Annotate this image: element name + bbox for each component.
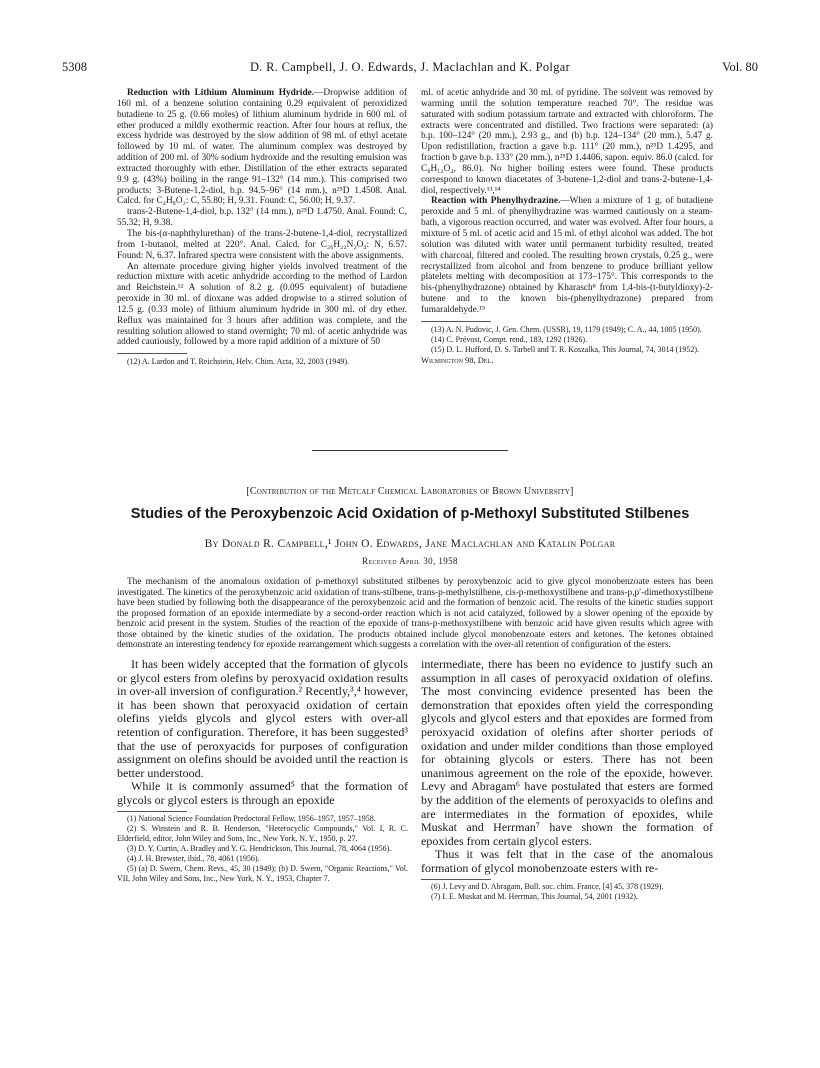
footnote: (1) National Science Foundation Predoctoral Fellow, 1956–1957, 1957–1958.	[127, 813, 376, 823]
footnotes	[117, 357, 407, 367]
footnote: (12) A. Lardon and T. Reichstein, Helv. Chim. Acta, 32, 2003 (1949).	[127, 357, 350, 367]
footnotes	[117, 814, 408, 884]
paragraph: —Dropwise addition of 160 ml. of a benzene solution containing 0.29 equivalent of peroxidized butadiene to 25 g. (0.66 moles) of lithium aluminum hydride in 600 ml. of ether produced a mildly exothermic reaction. After four hours at reflux, the excess hydride was destroyed by the slow addition of 98 ml. of ethyl acetate followed by 10 ml. of water. The aluminum complex was destroyed by addition of 200 ml. of 30% sodium hydroxide and the resulting emulsion was extracted thoroughly with ether. Distillation of the ether extracts separated 9.9 g. (43%) boiling in the range 91–132° (14 mm.). This comprised two products: 3-Butene-1,2-diol, b.p. 94.5–96° (14 mm.), n²⁵D 1.4508. Anal. Calcd. for C₄H₈O₂: C, 55.80; H, 9.31. Found: C, 56.00; H, 9.37.	[117, 88, 407, 207]
footnote: (3) D. Y. Curtin, A. Bradley and Y. G. Hendrickson, This Journal, 78, 4064 (1956).	[127, 843, 392, 853]
paragraph: Thus it was felt that in the case of the anomalous formation of glycol monobenzoate esters with re-	[421, 847, 713, 875]
paragraph: ml. of acetic anhydride and 30 ml. of pyridine. The solvent was removed by warming until the solution temperature reached 70°. The residue was saturated with sodium potassium tartrate and extracted with chloroform. The extracts were concentrated and distilled. Two fractions were separated: (a) b.p. 100–124° (20 mm.), 2.93 g., and (b) b.p. 124–134° (20 mm.), 5.47 g. Upon redistillation, fraction a gave b.p. 111° (20 mm.), n²⁵D 1.4295, and fraction b gave b.p. 133° (20 mm.), n²⁵D 1.4406, sapon. equiv. 86.0 (calcd. for C₈H₁₂O₄, 86.0). No higher boiling esters were found. These products correspond to known diacetates of 3-butene-1,2-diol and trans-2-butene-1,4-diol, respectively.¹³,¹⁴	[421, 88, 713, 196]
running-header	[62, 60, 758, 78]
signoff: Wilmington 98, Del.	[421, 354, 494, 365]
contribution-line: [Contribution of the Metcalf Chemical Laboratories of Brown University]	[246, 486, 574, 497]
footnote: (15) D. L. Hufford, D. S. Tarbell and T. R. Koszalka, This Journal, 74, 3014 (1952).	[431, 344, 699, 354]
footnote: (7) I. E. Muskat and M. Herrman, This Journal, 54, 2001 (1932).	[431, 891, 638, 901]
volume-label: Vol. 80	[722, 60, 758, 74]
received-date: Received April 30, 1958	[362, 556, 458, 566]
footnote-rule	[421, 879, 491, 880]
top-left-column	[117, 88, 407, 367]
section-head-lah: Reduction with Lithium Aluminum Hydride.	[127, 88, 315, 98]
author-line: By Donald R. Campbell,¹ John O. Edwards, Jane Maclachlan and Katalin Polgar	[204, 538, 616, 550]
footnote: (5) (a) D. Swern, Chem. Revs., 45, 30 (1949); (b) D. Swern, "Organic Reactions," Vol. VII, John Wiley and Sons, Inc., New York, N. Y., 1953, Chapter 7.	[117, 863, 408, 883]
paragraph: trans-2-Butene-1,4-diol, b.p. 132° (14 mm.), n²⁵D 1.4750. Anal. Found: C, 55.32; H, 9.38.	[117, 207, 407, 229]
article-separator	[312, 450, 508, 451]
footnote: (14) C. Prévost, Compt. rend., 183, 1292 (1926).	[431, 334, 587, 344]
paragraph: While it is commonly assumed⁵ that the formation of glycols or glycol esters is through an epoxide	[117, 779, 408, 807]
footnote-rule	[117, 811, 187, 812]
page-number: 5308	[62, 60, 87, 74]
footnote: (4) J. H. Brewster, ibid., 78, 4061 (1956).	[127, 853, 260, 863]
paragraph: —When a mixture of 1 g. of butadiene peroxide and 5 ml. of phenylhydrazine was warmed cautiously on a steam-bath, a vigorous reaction occurred, and water was evolved. After four hours, a mixture of 5 ml. of acetic acid and 15 ml. of ethyl alcohol was added. The hot solution was diluted with water until permanent turbidity resulted, treated with charcoal, filtered and cooled. The resulting brown crystals, 0.25 g., were recrystallized from alcohol and from benzene to produce brilliant yellow platelets melting with decomposition at 173–175°. This corresponds to the bis-(phenylhydrazone) obtained by Kharasch⁸ from 1,4-bis-(t-butyldioxy)-2-butene and to the known bis-(phenylhydrazone) prepared from fumaraldehyde.¹⁵	[421, 196, 713, 315]
paragraph: An alternate procedure giving higher yields involved treatment of the reduction mixture with acetic anhydride according to the method of Lardon and Reichstein.¹² A solution of 8.2 g. (0.095 equivalent) of butadiene peroxide in 30 ml. of dioxane was added dropwise to a stirred solution of 12.5 g. (0.33 mole) of lithium aluminum hydride in 300 ml. of dry ether. Reflux was maintained for 3 hours after addition was complete, and the resulting solution allowed to stand overnight; 70 ml. of acetic anhydride was added cautiously, followed by a more rapid addition of a mixture of 50	[117, 261, 407, 348]
paragraph: The bis-(α-naphthylurethan) of the trans-2-butene-1,4-diol, recrystallized from 1-butanol, melted at 220°. Anal. Calcd. for C₂₆H₂₂N₂O₄: N, 6.57. Found: N, 6.37. Infrared spectra were consistent with the above assignments.	[117, 228, 407, 261]
footnote-rule	[421, 321, 491, 322]
section-head-phenylhydrazine: Reaction with Phenylhydrazine.	[431, 196, 561, 207]
footnotes	[421, 325, 713, 365]
body-left-column	[117, 658, 408, 884]
footnote: (2) S. Winstein and R. B. Henderson, "Heterocyclic Compounds," Vol. I, R. C. Elderfield, editor, John Wiley and Sons, Inc., New York, N. Y., 1950, p. 27.	[117, 823, 408, 843]
footnotes	[421, 882, 713, 902]
abstract: The mechanism of the anomalous oxidation of p-methoxyl substituted stilbenes by peroxybenzoic acid to give glycol monobenzoate esters has been investigated. The kinetics of the peroxybenzoic acid oxidation of trans-stilbene, trans-p-methylstilbene, cis-p-methoxystilbene and trans-p,p′-dimethoxystilbene have been studied by following both the disappearance of the peroxybenzoic acid and the formation of benzoic acid. The results of the kinetic studies support the proposed formation of an epoxide intermediate by a second-order reaction which is not acid catalyzed, followed by a slower opening of the epoxide by benzoic acid present in the system. Studies of the reaction of the epoxide of trans-p-methoxystilbene with benzoic acid have given results which agree with those obtained by the kinetic studies of the oxidation. The products obtained include glycol monobenzoate esters and ketones. The ketones obtained demonstrate an interesting tendency for epoxide rearrangement which suggests a correlation with the over-all retention of configuration of the esters.	[117, 577, 713, 650]
footnote-rule	[117, 353, 187, 354]
footnote: (6) J. Levy and D. Abragam, Bull. soc. chim. France, [4] 45, 378 (1929).	[431, 881, 664, 891]
paragraph: It has been widely accepted that the formation of glycols or glycol esters from olefins by peroxyacid oxidation results in over-all inversion of configuration.² Recently,³,⁴ however, it has been shown that peroxyacid oxidation of certain olefins yields glycols and glycol esters with over-all retention of configuration. Therefore, it has been suggested³ that the use of peroxyacids for purposes of configuration assignment on olefins should be avoided until the reaction is better understood.	[117, 657, 408, 780]
top-right-column	[421, 88, 713, 365]
running-title: D. R. Campbell, J. O. Edwards, J. Maclachlan and K. Polgar	[249, 60, 571, 74]
footnote: (13) A. N. Pudovic, J. Gen. Chem. (USSR), 19, 1179 (1949); C. A., 44, 1005 (1950).	[431, 324, 702, 334]
body-right-column	[421, 658, 713, 902]
paragraph: intermediate, there has been no evidence to justify such an assumption in all cases of peroxyacid oxidation of olefins. The most convincing evidence presented has been the demonstration that epoxides often yield the corresponding glycols and glycol esters and that epoxides are formed from peroxyacid oxidation of olefins after shorter periods of oxidation and under milder conditions than those employed for obtaining glycols or esters. There has not been unanimous agreement on the role of the epoxide, however. Levy and Abragam⁶ have postulated that esters are formed by the addition of the elements of peroxyacids to olefins and are intermediates in the formation of epoxides, while Muskat and Herrman⁷ have shown the formation of epoxides from certain glycol esters.	[421, 657, 713, 848]
article-title: Studies of the Peroxybenzoic Acid Oxidation of p-Methoxyl Substituted Stilbenes	[130, 506, 690, 522]
